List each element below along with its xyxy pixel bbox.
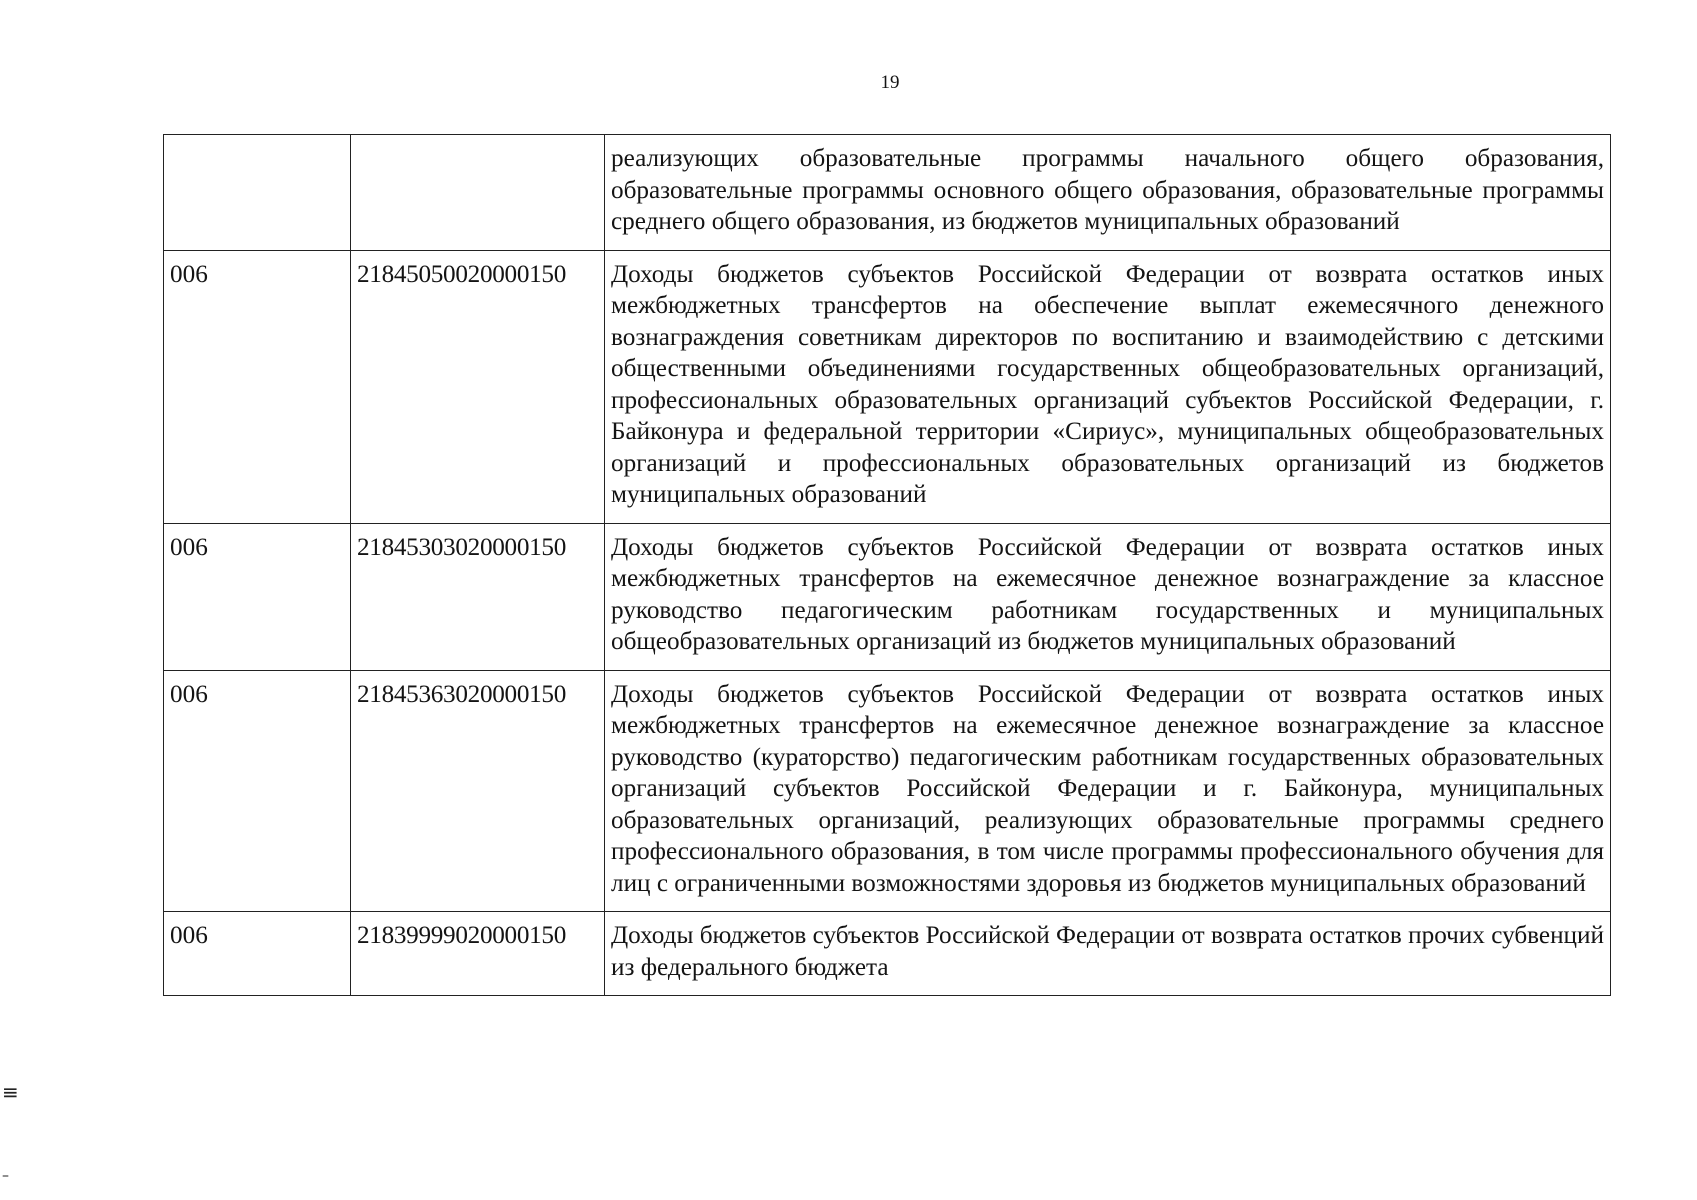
budget-code-cell: 21845050020000150 [351, 250, 605, 523]
admin-code-cell: 006 [164, 912, 351, 996]
budget-code-cell: 21845363020000150 [351, 670, 605, 912]
budget-code-cell: 21845303020000150 [351, 523, 605, 670]
income-name-cell: Доходы бюджетов субъектов Российской Федерации от возврата остатков иных межбюджетных трансфертов на обеспечение выплат ежемесячного денежного вознаграждения советникам директоров по воспитанию и взаимодействию с детскими общественными объединениями государственных общеобразовательных организаций, профессиональных образовательных организаций субъектов Российской Федерации, г. Байконура и федеральной территории «Сириус», муниципальных общеобразовательных организаций и профессиональных образовательных организаций из бюджетов муниципальных образований [605, 250, 1611, 523]
page-number: 19 [880, 72, 900, 93]
table-row [164, 912, 1611, 996]
budget-code-cell [351, 135, 605, 251]
scan-dash-icon: – [2, 1168, 9, 1184]
income-name-cell: Доходы бюджетов субъектов Российской Федерации от возврата остатков иных межбюджетных трансфертов на ежемесячное денежное вознаграждение за классное руководство педагогическим работникам государственных и муниципальных общеобразовательных организаций из бюджетов муниципальных образований [605, 523, 1611, 670]
income-name-cell: Доходы бюджетов субъектов Российской Федерации от возврата остатков прочих субвенций из федерального бюджета [605, 912, 1611, 996]
admin-code-cell [164, 135, 351, 251]
table-row [164, 135, 1611, 251]
table-row [164, 670, 1611, 912]
scan-mark-icon: ≡ [2, 1080, 19, 1104]
income-name-cell: реализующих образовательные программы начального общего образования, образовательные программы основного общего образования, образовательные программы среднего общего образования, из бюджетов муниципальных образований [605, 135, 1611, 251]
admin-code-cell: 006 [164, 523, 351, 670]
table-row [164, 523, 1611, 670]
budget-codes-table [163, 134, 1611, 996]
admin-code-cell: 006 [164, 250, 351, 523]
table-row [164, 250, 1611, 523]
admin-code-cell: 006 [164, 670, 351, 912]
budget-code-cell: 21839999020000150 [351, 912, 605, 996]
income-name-cell: Доходы бюджетов субъектов Российской Федерации от возврата остатков иных межбюджетных трансфертов на ежемесячное денежное вознаграждение за классное руководство (кураторство) педагогическим работникам государственных образовательных организаций субъектов Российской Федерации и г. Байконура, муниципальных образовательных организаций, реализующих образовательные программы среднего профессионального образования, в том числе программы профессионального обучения для лиц с ограниченными возможностями здоровья из бюджетов муниципальных образований [605, 670, 1611, 912]
